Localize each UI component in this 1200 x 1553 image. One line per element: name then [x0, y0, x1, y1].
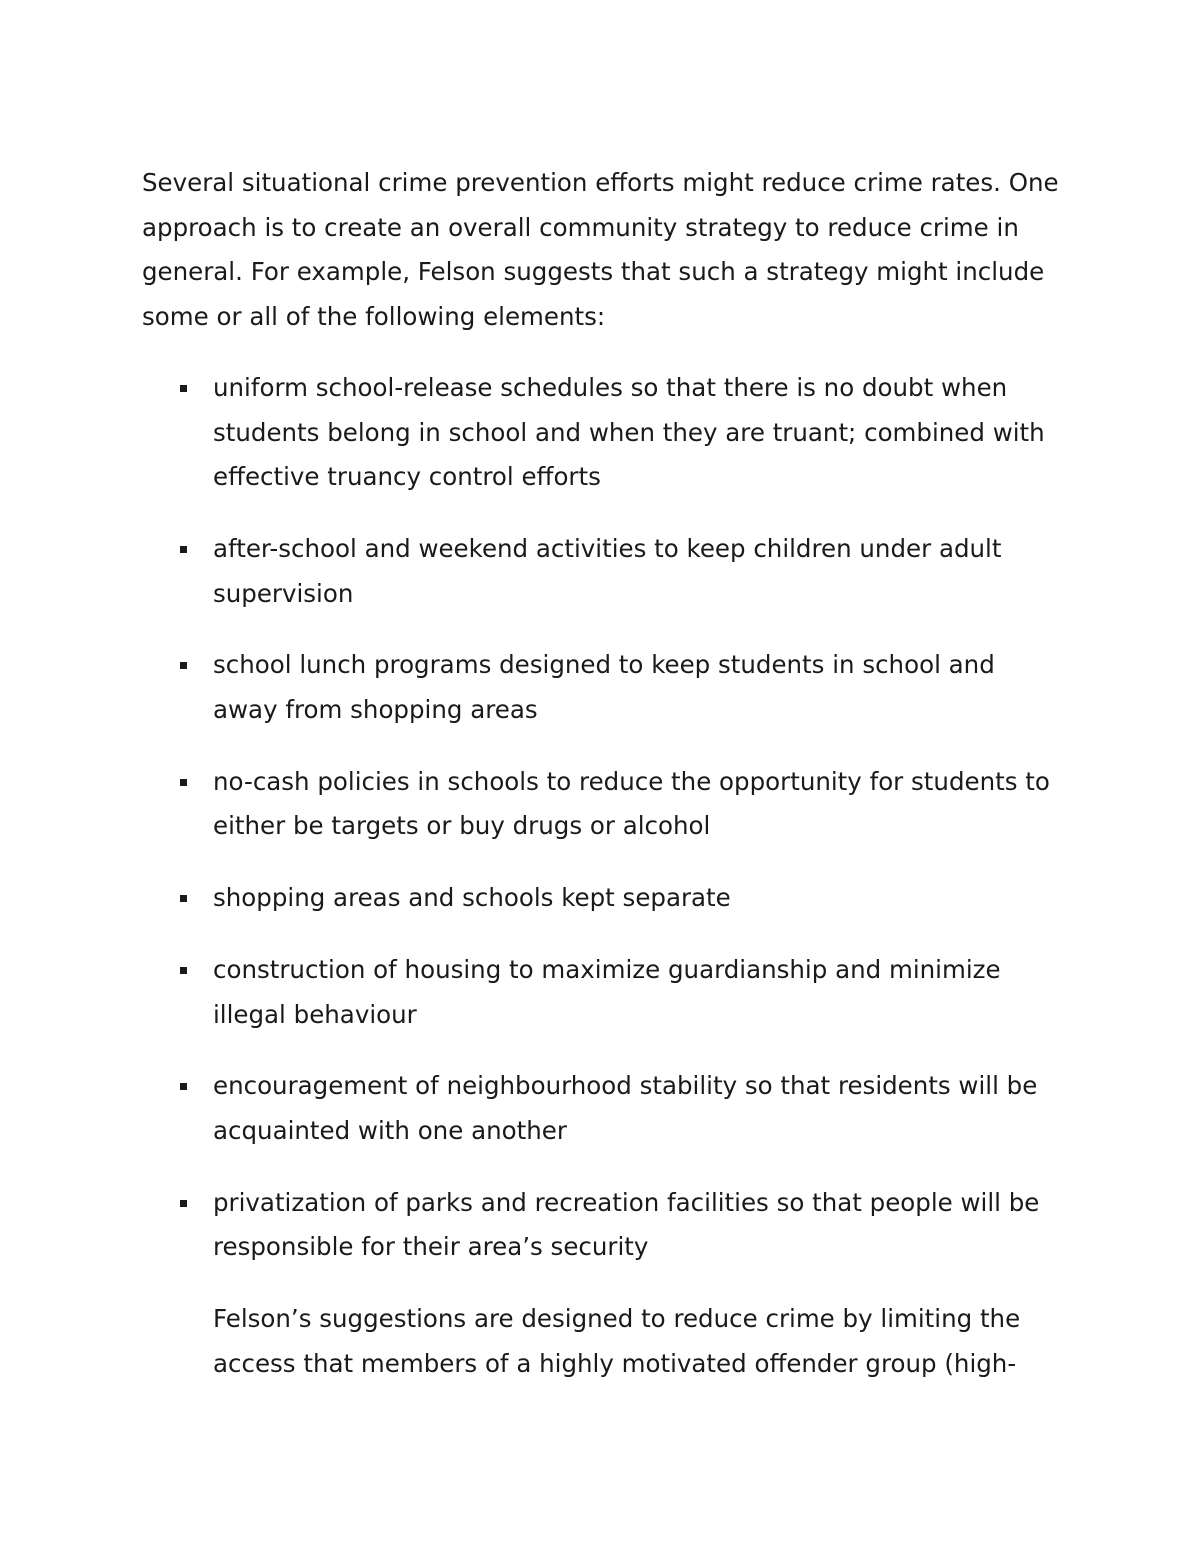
list-item: [142, 1064, 1062, 1153]
list-item: [142, 366, 1062, 500]
square-bullet-icon: [180, 1200, 187, 1207]
document-page: [142, 161, 1062, 1386]
list-item-text: no-cash policies in schools to reduce the opportunity for students to either be targets or buy drugs or alcohol: [213, 766, 1050, 841]
closing-paragraph: Felson’s suggestions are designed to reduce crime by limiting the access that members of a highly motivated offender group (high-: [213, 1304, 1021, 1378]
square-bullet-icon: [180, 662, 187, 669]
intro-paragraph: Several situational crime prevention efforts might reduce crime rates. One approach is to create an overall community strategy to reduce crime in general. For example, Felson suggests that such a strategy might include some or all of the following elements:: [142, 168, 1059, 332]
square-bullet-icon: [180, 385, 187, 392]
list-item: [142, 948, 1062, 1037]
list-item: [142, 643, 1062, 732]
list-item-text: privatization of parks and recreation facilities so that people will be responsible for their area’s security: [213, 1187, 1040, 1262]
list-item-text: after-school and weekend activities to keep children under adult supervision: [213, 533, 1002, 608]
list-item-text: uniform school-release schedules so that there is no doubt when students belong in school and when they are truant; combined with effective truancy control efforts: [213, 372, 1045, 492]
list-item: [142, 1181, 1062, 1270]
list-item-text: shopping areas and schools kept separate: [213, 883, 731, 913]
list-item: [142, 527, 1062, 616]
list-item-text: encouragement of neighbourhood stability so that residents will be acquainted with one another: [213, 1071, 1038, 1145]
square-bullet-icon: [180, 779, 187, 786]
list-item: [142, 760, 1062, 849]
square-bullet-icon: [180, 967, 187, 974]
square-bullet-icon: [180, 1083, 187, 1090]
list-item-text: construction of housing to maximize guardianship and minimize illegal behaviour: [213, 954, 1001, 1029]
list-item: [142, 876, 1062, 921]
elements-list: [142, 366, 1062, 1270]
list-item-text: school lunch programs designed to keep students in school and away from shopping areas: [213, 650, 995, 725]
square-bullet-icon: [180, 895, 187, 902]
square-bullet-icon: [180, 546, 187, 553]
